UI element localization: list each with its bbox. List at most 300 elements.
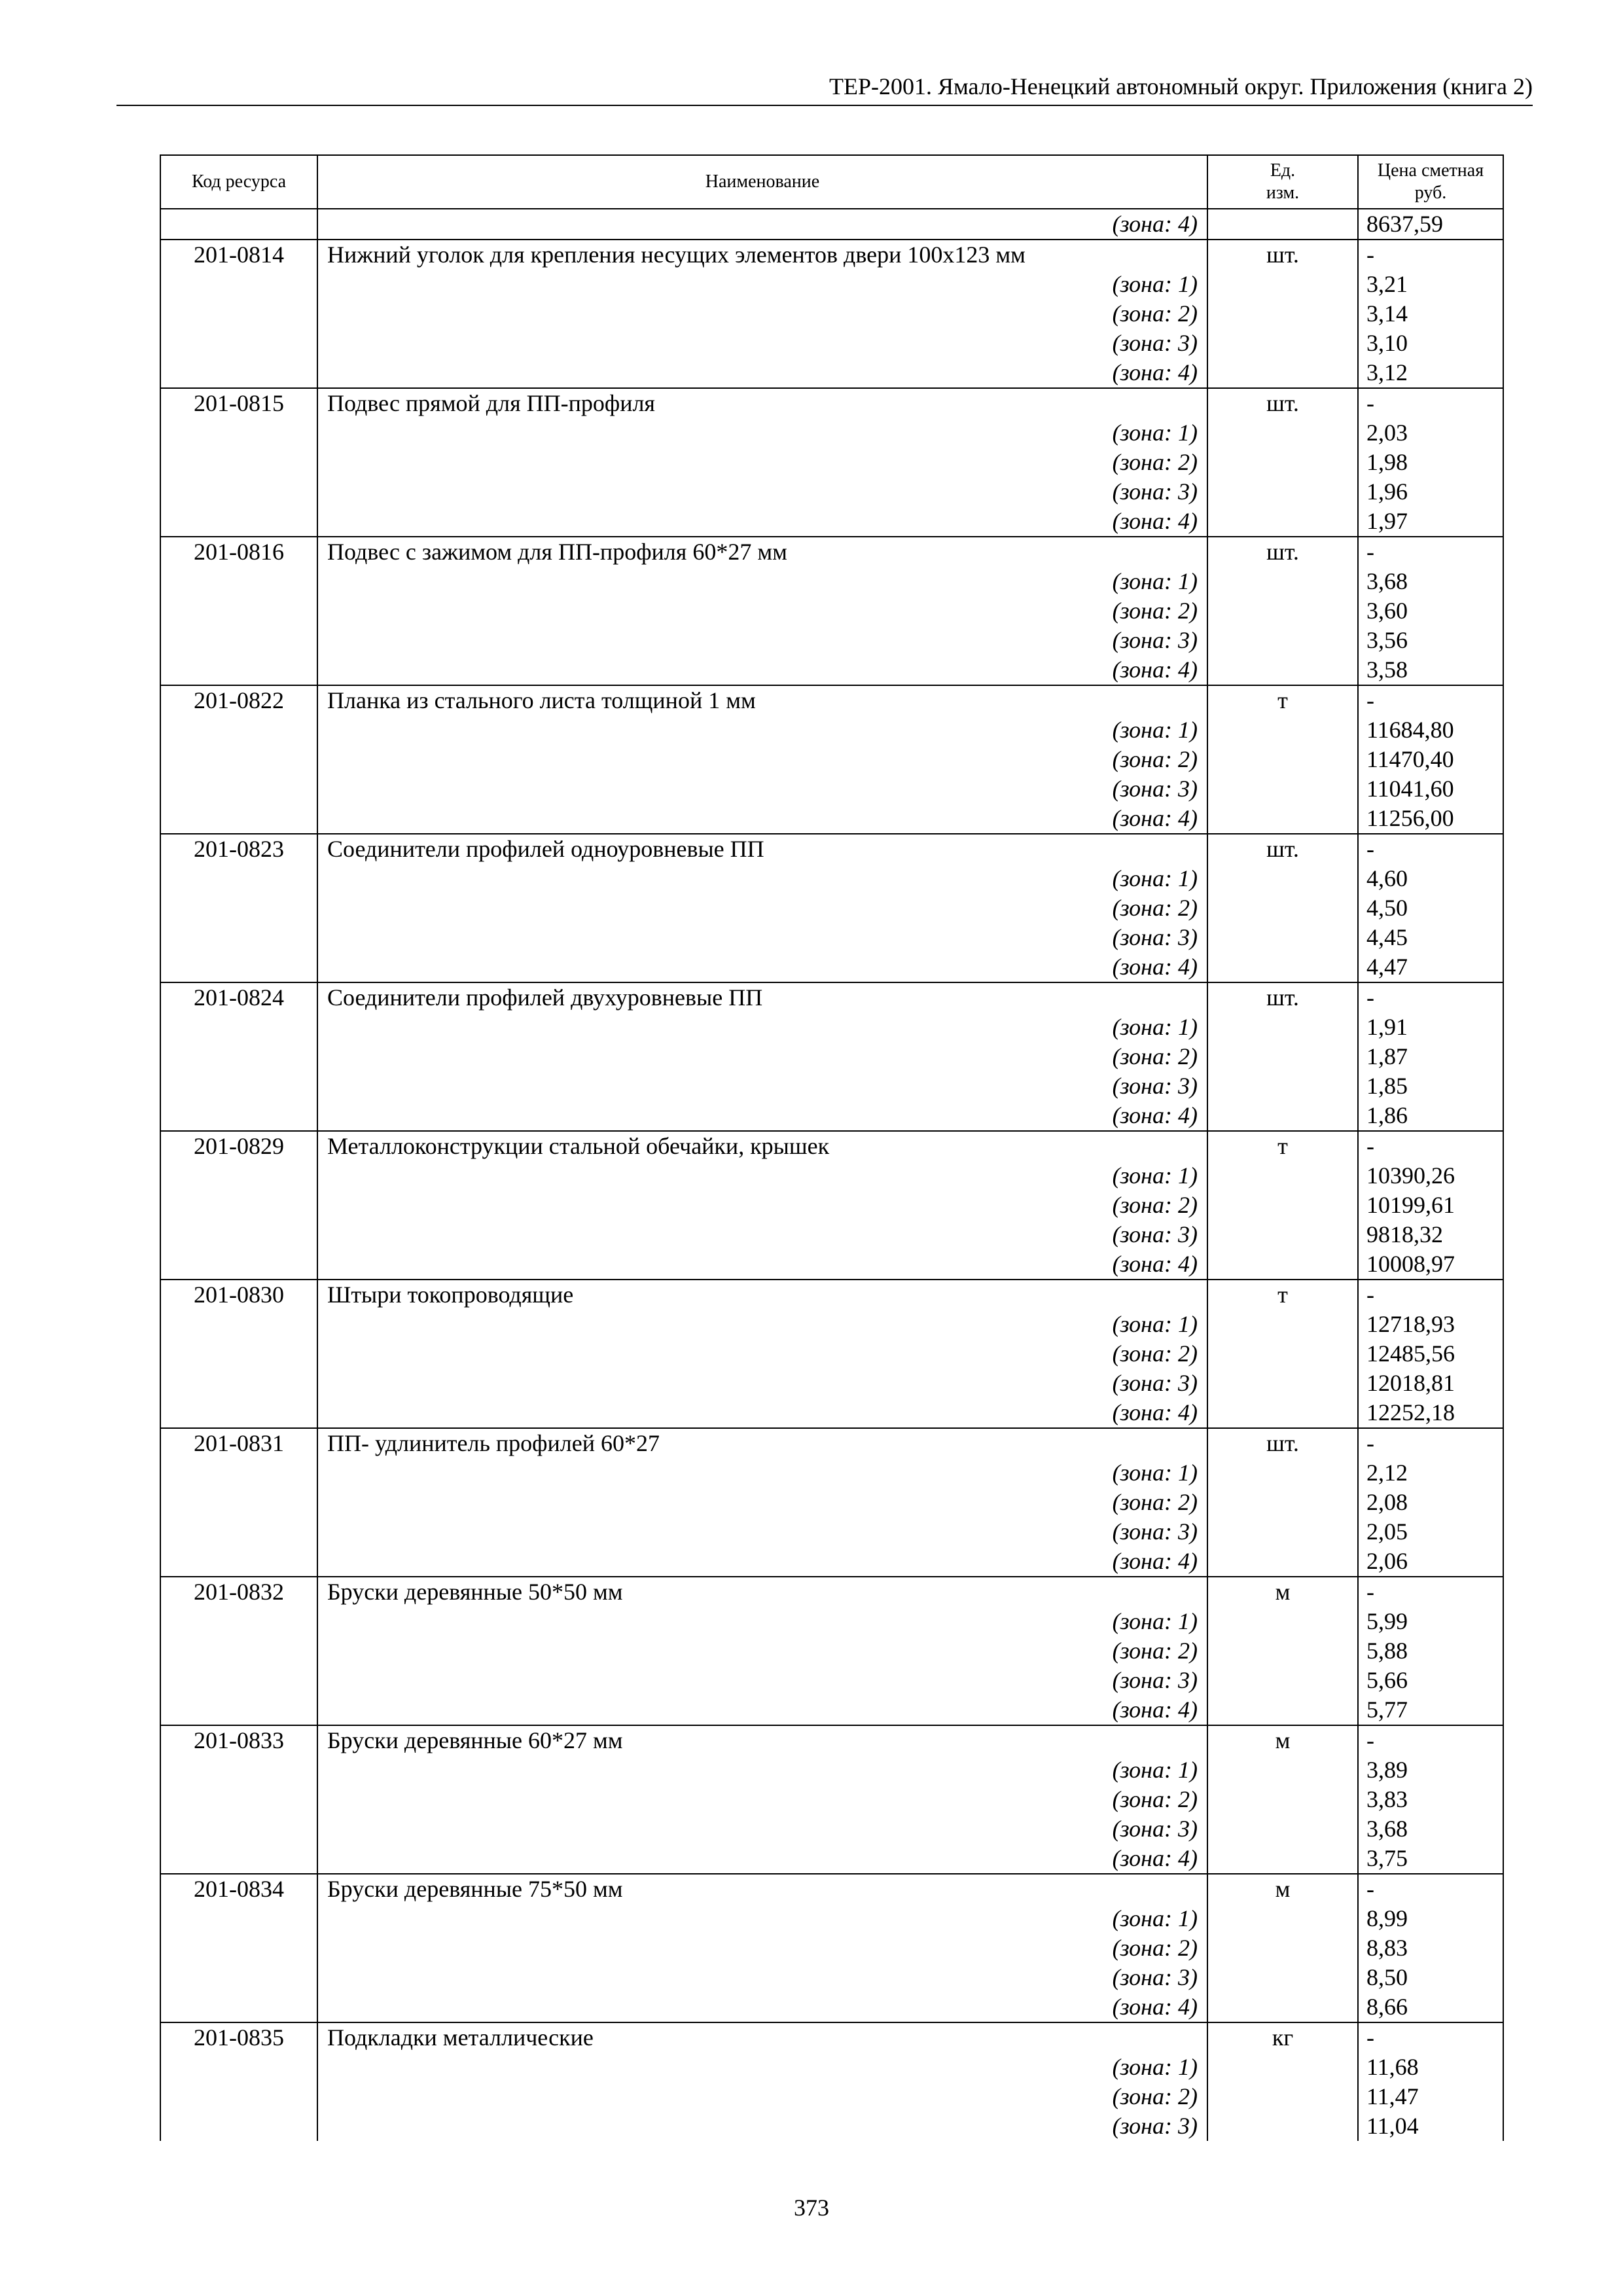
- zone-label: (зона: 3): [317, 329, 1207, 358]
- zone-price: 5,77: [1358, 1695, 1503, 1725]
- unit-cell: [1207, 1963, 1358, 1992]
- code-cell: [160, 270, 317, 299]
- zone-price: 4,60: [1358, 864, 1503, 893]
- table-row: [160, 1725, 1503, 1755]
- zone-row: [160, 923, 1503, 952]
- unit-cell: [1207, 1101, 1358, 1131]
- unit-cell: [1207, 1933, 1358, 1963]
- code-cell: [160, 893, 317, 923]
- unit-cell: [1207, 1398, 1358, 1428]
- zone-label: (зона: 2): [317, 2082, 1207, 2111]
- unit-cell: [1207, 270, 1358, 299]
- zone-row: [160, 1191, 1503, 1220]
- code-cell: [160, 923, 317, 952]
- zone-label: (зона: 1): [317, 1607, 1207, 1636]
- zone-price: 1,85: [1358, 1071, 1503, 1101]
- zone-row: [160, 715, 1503, 745]
- zone-label: (зона: 2): [317, 1636, 1207, 1666]
- zone-price: 2,05: [1358, 1517, 1503, 1547]
- code-cell: [160, 418, 317, 448]
- column-header-price: [1358, 155, 1503, 209]
- zone-label: (зона: 3): [317, 1071, 1207, 1101]
- zone-price: 8,83: [1358, 1933, 1503, 1963]
- unit-cell: [1207, 2053, 1358, 2082]
- table-row: [160, 1874, 1503, 1904]
- zone-label: (зона: 3): [317, 1963, 1207, 1992]
- zone-row: [160, 745, 1503, 774]
- code-cell: [160, 1933, 317, 1963]
- zone-row: [160, 1488, 1503, 1517]
- zone-label: (зона: 3): [317, 1369, 1207, 1398]
- zone-label: (зона: 1): [317, 2053, 1207, 2082]
- unit-cell: [1207, 1636, 1358, 1666]
- price-cell: -: [1358, 834, 1503, 864]
- resource-code: 201-0816: [160, 537, 317, 567]
- zone-label: (зона: 3): [317, 923, 1207, 952]
- resource-code: 201-0824: [160, 982, 317, 1013]
- unit-cell: [1207, 1249, 1358, 1280]
- zone-row: [160, 329, 1503, 358]
- zone-price: 8,66: [1358, 1992, 1503, 2022]
- code-cell: [160, 1071, 317, 1101]
- zone-label: (зона: 1): [317, 1755, 1207, 1785]
- resource-name: Подвес прямой для ПП-профиля: [317, 388, 1207, 418]
- zone-label: (зона: 4): [317, 1547, 1207, 1577]
- zone-label: (зона: 1): [317, 418, 1207, 448]
- unit-cell: [1207, 596, 1358, 626]
- price-cell: -: [1358, 685, 1503, 715]
- code-cell: [160, 1458, 317, 1488]
- zone-label: (зона: 3): [317, 1666, 1207, 1695]
- zone-row: [160, 507, 1503, 537]
- zone-row: [160, 1042, 1503, 1071]
- table-row: [160, 1280, 1503, 1310]
- code-cell: [160, 804, 317, 834]
- price-cell: -: [1358, 537, 1503, 567]
- code-cell: [160, 1310, 317, 1339]
- zone-price: 10008,97: [1358, 1249, 1503, 1280]
- zone-label: (зона: 4): [317, 804, 1207, 834]
- resource-name: Планка из стального листа толщиной 1 мм: [317, 685, 1207, 715]
- zone-label: (зона: 4): [317, 952, 1207, 982]
- zone-label: (зона: 4): [317, 655, 1207, 685]
- zone-label: (зона: 3): [317, 2111, 1207, 2141]
- running-title: ТЕР-2001. Ямало-Ненецкий автономный округ. Приложения (книга 2): [829, 73, 1533, 99]
- code-cell: [160, 1517, 317, 1547]
- unit-cell: [1207, 1220, 1358, 1249]
- zone-price: 12718,93: [1358, 1310, 1503, 1339]
- zone-label: (зона: 4): [317, 358, 1207, 388]
- zone-row: [160, 1785, 1503, 1814]
- price-cell: -: [1358, 240, 1503, 270]
- resource-name: ПП- удлинитель профилей 60*27: [317, 1428, 1207, 1458]
- price-cell: 8637,59: [1358, 209, 1503, 240]
- zone-label: (зона: 2): [317, 1191, 1207, 1220]
- table-row: [160, 1577, 1503, 1607]
- zone-label: (зона: 2): [317, 448, 1207, 477]
- zone-row: [160, 1992, 1503, 2022]
- code-cell: [160, 596, 317, 626]
- zone-price: 12252,18: [1358, 1398, 1503, 1428]
- unit-cell: [1207, 715, 1358, 745]
- resource-name: Соединители профилей двухуровневые ПП: [317, 982, 1207, 1013]
- zone-row: [160, 1101, 1503, 1131]
- resource-code: 201-0831: [160, 1428, 317, 1458]
- unit-cell: шт.: [1207, 537, 1358, 567]
- table-row: [160, 388, 1503, 418]
- zone-row: [160, 596, 1503, 626]
- code-cell: [160, 507, 317, 537]
- running-header: [116, 71, 1533, 106]
- zone-label: (зона: 4): [317, 1398, 1207, 1428]
- code-cell: [160, 209, 317, 240]
- code-cell: [160, 2111, 317, 2141]
- resource-name: Штыри токопроводящие: [317, 1280, 1207, 1310]
- zone-price: 11470,40: [1358, 745, 1503, 774]
- resource-code: 201-0832: [160, 1577, 317, 1607]
- zone-row: [160, 1517, 1503, 1547]
- table-body: [160, 209, 1503, 2141]
- zone-label: (зона: 1): [317, 1904, 1207, 1933]
- code-cell: [160, 1369, 317, 1398]
- unit-cell: [1207, 1547, 1358, 1577]
- zone-price: 2,12: [1358, 1458, 1503, 1488]
- code-cell: [160, 477, 317, 507]
- unit-header-line2: изм.: [1266, 183, 1300, 203]
- zone-row: [160, 626, 1503, 655]
- resource-code: 201-0822: [160, 685, 317, 715]
- zone-row: [160, 1369, 1503, 1398]
- column-header-code: Код ресурса: [160, 155, 317, 209]
- price-cell: -: [1358, 1725, 1503, 1755]
- zone-row: [160, 1695, 1503, 1725]
- code-cell: [160, 329, 317, 358]
- zone-label: (зона: 3): [317, 1814, 1207, 1844]
- resource-name: Бруски деревянные 60*27 мм: [317, 1725, 1207, 1755]
- unit-cell: [1207, 1042, 1358, 1071]
- zone-label: (зона: 2): [317, 1488, 1207, 1517]
- zone-row: [160, 1339, 1503, 1369]
- unit-cell: м: [1207, 1577, 1358, 1607]
- zone-price: 3,75: [1358, 1844, 1503, 1874]
- zone-row: [160, 1220, 1503, 1249]
- code-cell: [160, 1844, 317, 1874]
- zone-label: (зона: 1): [317, 715, 1207, 745]
- zone-label: (зона: 3): [317, 1517, 1207, 1547]
- zone-label: (зона: 2): [317, 299, 1207, 329]
- zone-row: [160, 804, 1503, 834]
- code-cell: [160, 1220, 317, 1249]
- zone-price: 1,98: [1358, 448, 1503, 477]
- resource-code: 201-0830: [160, 1280, 317, 1310]
- zone-price: 4,47: [1358, 952, 1503, 982]
- zone-label: (зона: 2): [317, 1933, 1207, 1963]
- unit-cell: [1207, 1904, 1358, 1933]
- unit-cell: [1207, 209, 1358, 240]
- code-cell: [160, 2082, 317, 2111]
- unit-cell: [1207, 1161, 1358, 1191]
- zone-row: [160, 567, 1503, 596]
- code-cell: [160, 1398, 317, 1428]
- zone-label: (зона: 2): [317, 596, 1207, 626]
- zone-row: [160, 1310, 1503, 1339]
- code-cell: [160, 1101, 317, 1131]
- resource-code: 201-0814: [160, 240, 317, 270]
- zone-price: 1,91: [1358, 1013, 1503, 1042]
- table-row: [160, 982, 1503, 1013]
- zone-price: 11041,60: [1358, 774, 1503, 804]
- unit-cell: [1207, 1339, 1358, 1369]
- unit-cell: [1207, 1517, 1358, 1547]
- zone-price: 10199,61: [1358, 1191, 1503, 1220]
- table-row: [160, 685, 1503, 715]
- zone-price: 3,10: [1358, 329, 1503, 358]
- code-cell: [160, 1042, 317, 1071]
- zone-label: (зона: 3): [317, 477, 1207, 507]
- zone-label: (зона: 4): [317, 1695, 1207, 1725]
- unit-cell: [1207, 655, 1358, 685]
- zone-row: [160, 1636, 1503, 1666]
- zone-row: [160, 448, 1503, 477]
- resource-name: Бруски деревянные 50*50 мм: [317, 1577, 1207, 1607]
- unit-cell: [1207, 507, 1358, 537]
- zone-row: [160, 1547, 1503, 1577]
- zone-price: 4,45: [1358, 923, 1503, 952]
- zone-label: (зона: 2): [317, 893, 1207, 923]
- unit-cell: шт.: [1207, 982, 1358, 1013]
- resource-name: Подвес с зажимом для ПП-профиля 60*27 мм: [317, 537, 1207, 567]
- resource-name: Нижний уголок для крепления несущих элементов двери 100х123 мм: [317, 240, 1207, 270]
- zone-row: [160, 1161, 1503, 1191]
- unit-cell: шт.: [1207, 834, 1358, 864]
- zone-price: 11,04: [1358, 2111, 1503, 2141]
- unit-cell: [1207, 1369, 1358, 1398]
- zone-row: [160, 299, 1503, 329]
- zone-label: (зона: 3): [317, 626, 1207, 655]
- zone-row: [160, 1666, 1503, 1695]
- zone-label: (зона: 4): [317, 209, 1207, 240]
- price-cell: -: [1358, 1874, 1503, 1904]
- zone-price: 4,50: [1358, 893, 1503, 923]
- zone-price: 5,88: [1358, 1636, 1503, 1666]
- zone-row: [160, 2053, 1503, 2082]
- code-cell: [160, 1547, 317, 1577]
- code-cell: [160, 1607, 317, 1636]
- resource-code: 201-0823: [160, 834, 317, 864]
- code-cell: [160, 1013, 317, 1042]
- code-cell: [160, 1666, 317, 1695]
- unit-cell: [1207, 804, 1358, 834]
- unit-cell: [1207, 745, 1358, 774]
- zone-label: (зона: 1): [317, 1013, 1207, 1042]
- code-cell: [160, 1963, 317, 1992]
- zone-row: [160, 1933, 1503, 1963]
- zone-row: [160, 864, 1503, 893]
- zone-row: [160, 1398, 1503, 1428]
- zone-price: 9818,32: [1358, 1220, 1503, 1249]
- zone-label: (зона: 4): [317, 1992, 1207, 2022]
- table-row: [160, 1428, 1503, 1458]
- unit-cell: м: [1207, 1725, 1358, 1755]
- resource-name: Бруски деревянные 75*50 мм: [317, 1874, 1207, 1904]
- price-table: [160, 154, 1504, 2141]
- unit-cell: [1207, 1310, 1358, 1339]
- unit-cell: т: [1207, 685, 1358, 715]
- zone-price: 5,99: [1358, 1607, 1503, 1636]
- unit-cell: [1207, 626, 1358, 655]
- column-header-name: Наименование: [317, 155, 1207, 209]
- code-cell: [160, 745, 317, 774]
- zone-price: 1,86: [1358, 1101, 1503, 1131]
- unit-cell: [1207, 1458, 1358, 1488]
- zone-price: 3,21: [1358, 270, 1503, 299]
- zone-label: (зона: 4): [317, 507, 1207, 537]
- code-cell: [160, 1249, 317, 1280]
- price-cell: -: [1358, 1280, 1503, 1310]
- zone-row: [160, 774, 1503, 804]
- zone-price: 2,03: [1358, 418, 1503, 448]
- table-row: [160, 834, 1503, 864]
- carryover-row: [160, 209, 1503, 240]
- unit-cell: т: [1207, 1280, 1358, 1310]
- zone-price: 3,14: [1358, 299, 1503, 329]
- price-header-line1: Цена сметная: [1377, 160, 1484, 181]
- zone-row: [160, 477, 1503, 507]
- unit-cell: [1207, 1607, 1358, 1636]
- price-header-line2: руб.: [1414, 183, 1447, 203]
- price-cell: -: [1358, 1131, 1503, 1161]
- unit-cell: [1207, 2082, 1358, 2111]
- zone-price: 11684,80: [1358, 715, 1503, 745]
- zone-row: [160, 1904, 1503, 1933]
- zone-price: 2,06: [1358, 1547, 1503, 1577]
- zone-row: [160, 270, 1503, 299]
- page-number: 373: [794, 2195, 829, 2221]
- resource-code: 201-0815: [160, 388, 317, 418]
- code-cell: [160, 1785, 317, 1814]
- zone-price: 3,89: [1358, 1755, 1503, 1785]
- unit-cell: [1207, 567, 1358, 596]
- unit-cell: [1207, 2111, 1358, 2141]
- zone-label: (зона: 2): [317, 745, 1207, 774]
- zone-row: [160, 2111, 1503, 2141]
- unit-cell: [1207, 1785, 1358, 1814]
- code-cell: [160, 715, 317, 745]
- zone-label: (зона: 1): [317, 567, 1207, 596]
- zone-price: 3,60: [1358, 596, 1503, 626]
- unit-cell: т: [1207, 1131, 1358, 1161]
- zone-row: [160, 1013, 1503, 1042]
- unit-cell: [1207, 1992, 1358, 2022]
- code-cell: [160, 626, 317, 655]
- zone-row: [160, 1963, 1503, 1992]
- unit-cell: [1207, 1695, 1358, 1725]
- zone-label: (зона: 4): [317, 1844, 1207, 1874]
- column-header-unit: [1207, 155, 1358, 209]
- resource-name: Подкладки металлические: [317, 2022, 1207, 2053]
- code-cell: [160, 1814, 317, 1844]
- code-cell: [160, 299, 317, 329]
- code-cell: [160, 864, 317, 893]
- unit-cell: [1207, 923, 1358, 952]
- code-cell: [160, 1339, 317, 1369]
- zone-label: (зона: 2): [317, 1339, 1207, 1369]
- unit-cell: м: [1207, 1874, 1358, 1904]
- zone-row: [160, 1814, 1503, 1844]
- zone-price: 11,47: [1358, 2082, 1503, 2111]
- table-row: [160, 2022, 1503, 2053]
- resource-code: 201-0833: [160, 1725, 317, 1755]
- zone-price: 1,97: [1358, 507, 1503, 537]
- zone-price: 3,68: [1358, 1814, 1503, 1844]
- table-row: [160, 537, 1503, 567]
- code-cell: [160, 1755, 317, 1785]
- zone-price: 3,56: [1358, 626, 1503, 655]
- zone-price: 2,08: [1358, 1488, 1503, 1517]
- unit-cell: [1207, 1666, 1358, 1695]
- unit-cell: [1207, 1814, 1358, 1844]
- zone-price: 8,99: [1358, 1904, 1503, 1933]
- unit-cell: [1207, 952, 1358, 982]
- price-cell: -: [1358, 1428, 1503, 1458]
- zone-price: 12485,56: [1358, 1339, 1503, 1369]
- zone-row: [160, 418, 1503, 448]
- code-cell: [160, 1161, 317, 1191]
- zone-row: [160, 1458, 1503, 1488]
- unit-cell: [1207, 477, 1358, 507]
- zone-price: 8,50: [1358, 1963, 1503, 1992]
- zone-price: 3,12: [1358, 358, 1503, 388]
- code-cell: [160, 1191, 317, 1220]
- code-cell: [160, 567, 317, 596]
- zone-label: (зона: 3): [317, 774, 1207, 804]
- resource-name: Соединители профилей одноуровневые ПП: [317, 834, 1207, 864]
- zone-row: [160, 1607, 1503, 1636]
- zone-row: [160, 893, 1503, 923]
- zone-row: [160, 2082, 1503, 2111]
- code-cell: [160, 358, 317, 388]
- unit-cell: шт.: [1207, 388, 1358, 418]
- code-cell: [160, 774, 317, 804]
- unit-cell: [1207, 893, 1358, 923]
- zone-row: [160, 952, 1503, 982]
- zone-price: 3,83: [1358, 1785, 1503, 1814]
- zone-label: (зона: 2): [317, 1785, 1207, 1814]
- unit-cell: [1207, 448, 1358, 477]
- code-cell: [160, 952, 317, 982]
- unit-cell: [1207, 864, 1358, 893]
- code-cell: [160, 1488, 317, 1517]
- zone-price: 3,58: [1358, 655, 1503, 685]
- zone-price: 3,68: [1358, 567, 1503, 596]
- price-cell: -: [1358, 982, 1503, 1013]
- table-header: [160, 155, 1503, 209]
- code-cell: [160, 2053, 317, 2082]
- zone-label: (зона: 3): [317, 1220, 1207, 1249]
- unit-cell: [1207, 774, 1358, 804]
- zone-row: [160, 358, 1503, 388]
- zone-row: [160, 1249, 1503, 1280]
- zone-price: 1,96: [1358, 477, 1503, 507]
- unit-cell: [1207, 1071, 1358, 1101]
- zone-row: [160, 1755, 1503, 1785]
- price-cell: -: [1358, 2022, 1503, 2053]
- unit-header-line1: Ед.: [1270, 160, 1296, 181]
- code-cell: [160, 1992, 317, 2022]
- unit-cell: шт.: [1207, 1428, 1358, 1458]
- code-cell: [160, 448, 317, 477]
- resource-code: 201-0834: [160, 1874, 317, 1904]
